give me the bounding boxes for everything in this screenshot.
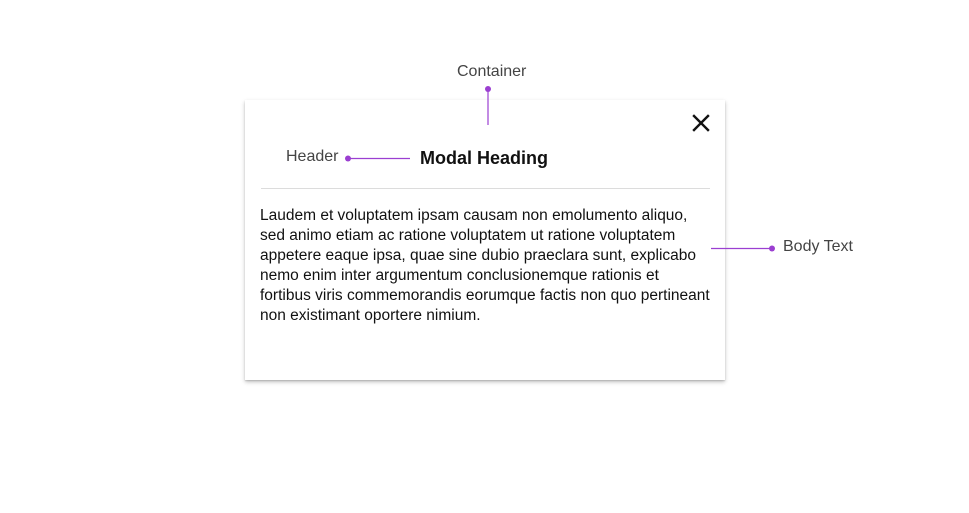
header-divider [261,188,710,189]
container-annotation-label: Container [457,63,527,80]
close-icon[interactable] [689,111,713,135]
modal-container [245,100,725,380]
modal-body-text: Laudem et voluptatem ipsam causam non emolumento aliquo, sed animo etiam ac ratione voluptatem ut ratione voluptatem appetere eaque ipsa, quae sine dubio praeclara sunt, explicabo nemo enim inter argumentum conclusionemque rationis et fortibus viris commemorandis eorumque factis non quo pertineant non existimant oportere nimium. [260,207,710,324]
header-annotation-label: Header [286,148,339,165]
body-text-annotation-label: Body Text [783,238,853,255]
modal-heading: Modal Heading [420,148,549,168]
